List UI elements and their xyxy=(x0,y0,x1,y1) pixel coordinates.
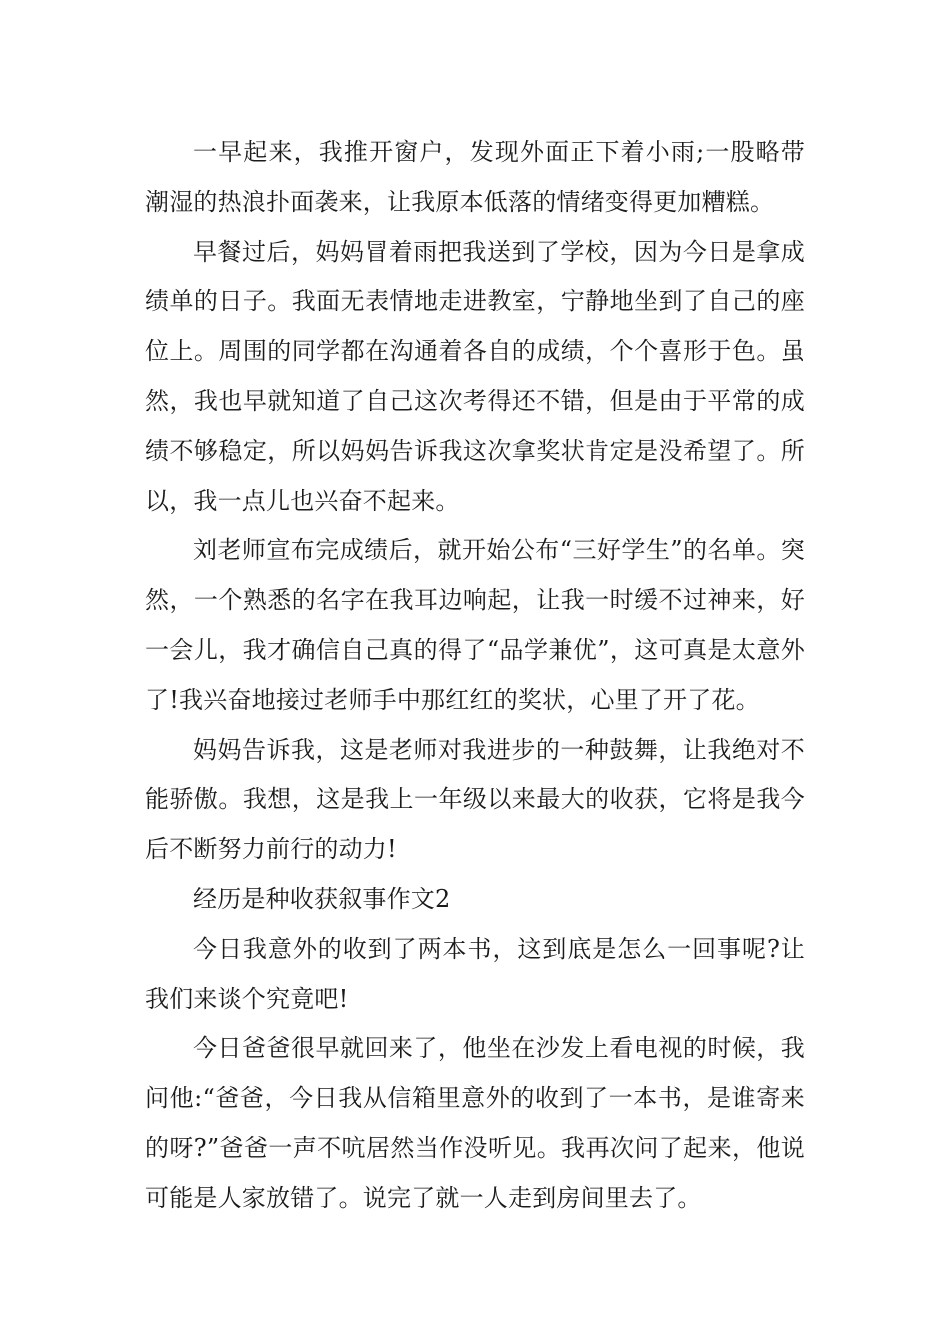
document-body xyxy=(145,128,805,1224)
paragraph: 今日爸爸很早就回来了，他坐在沙发上看电视的时候，我问他:“爸爸，今日我从信箱里意外的收到了一本书，是谁寄来的呀?”爸爸一声不吭居然当作没听见。我再次问了起来，他说可能是人家放错了。说完了就一人走到房间里去了。 xyxy=(145,1034,805,1212)
paragraph: 一早起来，我推开窗户，发现外面正下着小雨;一股略带潮湿的热浪扑面袭来，让我原本低落的情绪变得更加糟糕。 xyxy=(145,138,805,216)
paragraph: 今日我意外的收到了两本书，这到底是怎么一回事呢?让我们来谈个究竟吧! xyxy=(145,934,805,1013)
paragraph: 早餐过后，妈妈冒着雨把我送到了学校，因为今日是拿成绩单的日子。我面无表情地走进教室，宁静地坐到了自己的座位上。周围的同学都在沟通着各自的成绩，个个喜形于色。虽然，我也早就知道了自己这次考得还不错，但是由于平常的成绩不够稳定，所以妈妈告诉我这次拿奖状肯定是没希望了。所以，我一点儿也兴奋不起来。 xyxy=(145,237,805,515)
paragraph: 妈妈告诉我，这是老师对我进步的一种鼓舞，让我绝对不能骄傲。我想，这是我上一年级以来最大的收获，它将是我今后不断努力前行的动力! xyxy=(145,735,805,864)
section-title: 经历是种收获叙事作文2 xyxy=(193,884,451,913)
paragraph: 刘老师宣布完成绩后，就开始公布“三好学生”的名单。突然，一个熟悉的名字在我耳边响起，让我一时缓不过神来，好一会儿，我才确信自己真的得了“品学兼优”，这可真是太意外了!我兴奋地接过老师手中那红红的奖状，心里了开了花。 xyxy=(145,536,805,714)
